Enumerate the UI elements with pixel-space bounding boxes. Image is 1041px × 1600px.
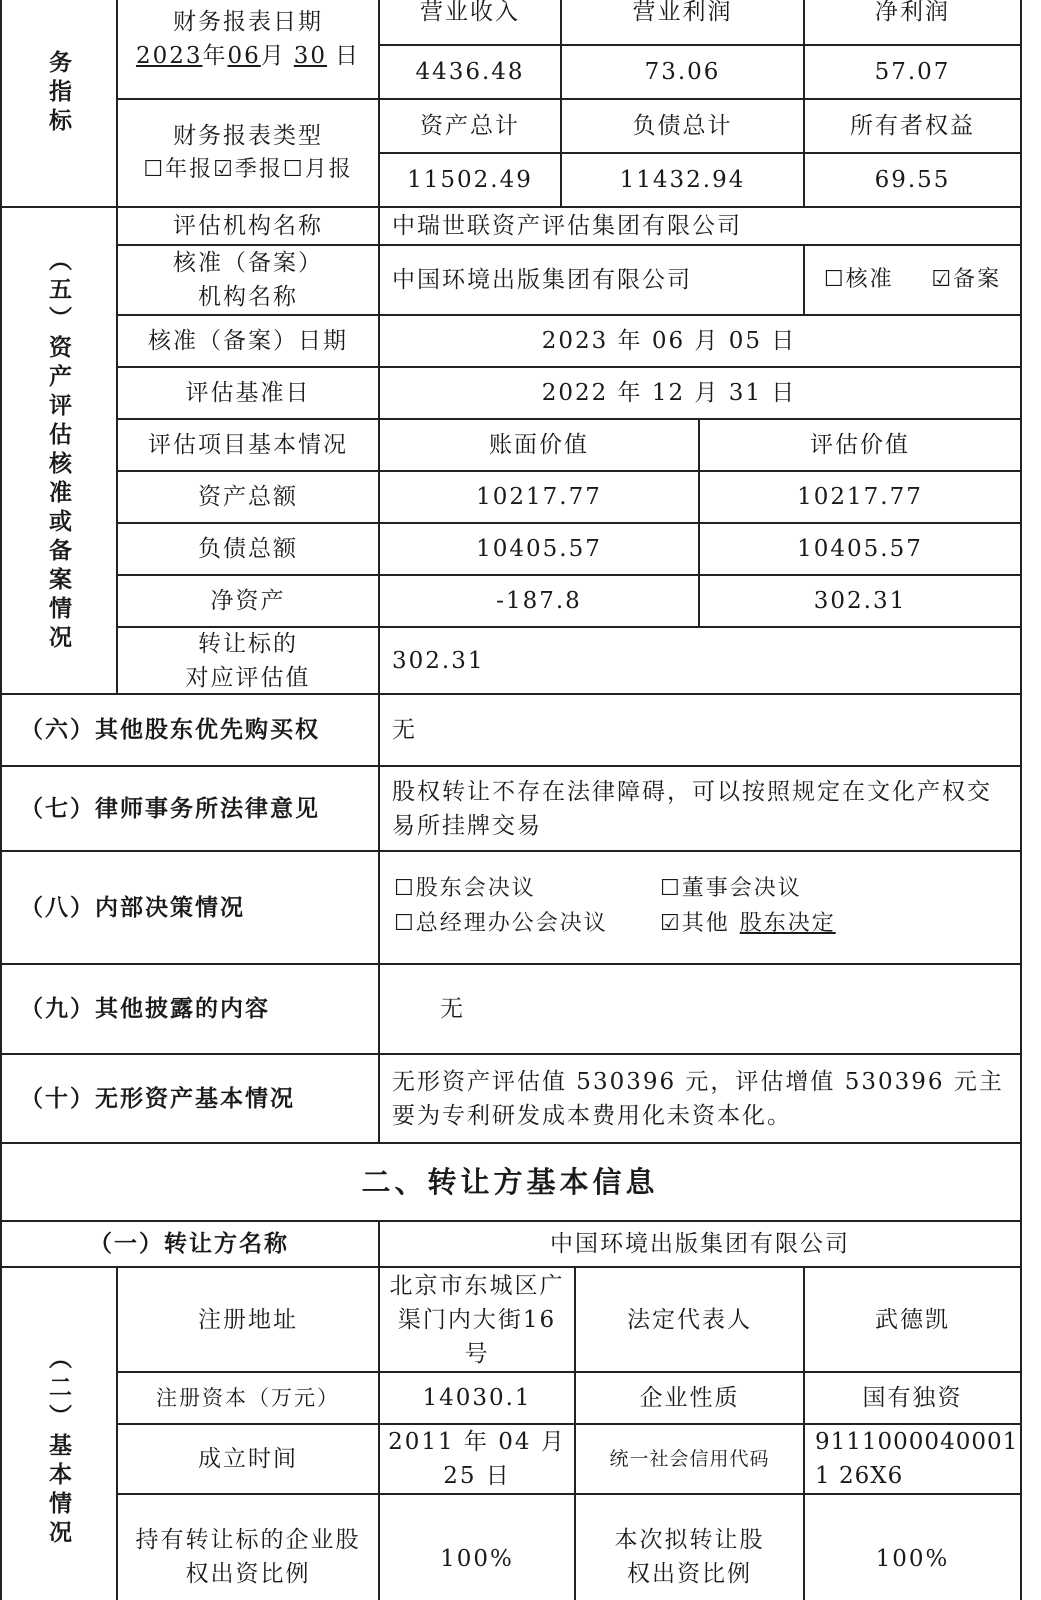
transfer-ratio-label: 本次拟转让股权出资比例 xyxy=(576,1495,805,1600)
approve-org-label-line2: 机构名称 xyxy=(198,284,298,310)
revenue-header: 营业收入 xyxy=(380,0,562,46)
approve-opt-approve: ☐核准 xyxy=(823,267,894,292)
eval-row-assessed: 10405.57 xyxy=(700,524,1022,576)
report-date-month: 06 xyxy=(227,43,261,69)
nature-value: 国有独资 xyxy=(805,1373,1022,1425)
target-value: 302.31 xyxy=(380,628,1022,695)
eval-row-book: 10217.77 xyxy=(380,472,700,524)
approve-org-value: 中国环境出版集团有限公司 xyxy=(380,246,805,316)
report-type-options: ☐年报☑季报☐月报 xyxy=(143,157,353,182)
capital-value: 14030.1 xyxy=(380,1373,576,1425)
s6-label: （六）其他股东优先购买权 xyxy=(0,695,380,767)
s6-value: 无 xyxy=(380,695,1022,767)
address-label: 注册地址 xyxy=(118,1268,380,1373)
s10-value: 无形资产评估值 530396 元，评估增值 530396 元主要为专利研发成本费用化未资本化。 xyxy=(380,1055,1022,1144)
target-value-label xyxy=(118,628,380,695)
eval-org-label: 评估机构名称 xyxy=(118,208,380,246)
net-profit-value: 57.07 xyxy=(805,46,1022,100)
report-type-cell xyxy=(118,100,380,208)
s8-opt-other-label: ☑其他 xyxy=(660,911,730,936)
target-value-label-line1: 转让标的 xyxy=(198,630,298,657)
legal-rep-label: 法定代表人 xyxy=(576,1268,805,1373)
founded-label: 成立时间 xyxy=(118,1425,380,1495)
approve-org-label xyxy=(118,246,380,316)
base-date-value: 2022 年 12 月 31 日 xyxy=(380,368,1022,420)
report-date-m: 月 xyxy=(260,43,286,69)
founded-value: 2011 年 04 月 25 日 xyxy=(380,1425,576,1495)
approve-type-cell xyxy=(805,246,1022,316)
s8-opt-other xyxy=(660,907,836,941)
report-date-day: 30 xyxy=(293,43,328,69)
report-date-y: 年 xyxy=(202,43,228,69)
s7-label: （七）律师事务所法律意见 xyxy=(0,767,380,852)
report-date-d: 日 xyxy=(335,43,361,69)
approve-org-label-line1: 核准（备案） xyxy=(173,250,323,276)
holding-ratio-label: 持有转让标的企业股权出资比例 xyxy=(118,1495,380,1600)
s8-opt-other-value: 股东决定 xyxy=(739,911,836,936)
s8-label: （八）内部决策情况 xyxy=(0,852,380,965)
approve-date-value: 2023 年 06 月 05 日 xyxy=(380,316,1022,368)
eval-row-book: 10405.57 xyxy=(380,524,700,576)
eval-row-book: -187.8 xyxy=(380,576,700,628)
report-type-label: 财务报表类型 xyxy=(173,123,323,149)
s10-label: （十）无形资产基本情况 xyxy=(0,1055,380,1144)
holding-ratio-value: 100% xyxy=(380,1495,576,1600)
s8-options xyxy=(380,852,1022,965)
base-date-label: 评估基准日 xyxy=(118,368,380,420)
capital-label: 注册资本（万元） xyxy=(118,1373,380,1425)
credit-code-label: 统一社会信用代码 xyxy=(576,1425,805,1495)
report-date-year: 2023 xyxy=(135,43,203,69)
approve-date-label: 核准（备案）日期 xyxy=(118,316,380,368)
address-value: 北京市东城区广渠门内大街16 号 xyxy=(380,1268,576,1373)
s9-label: （九）其他披露的内容 xyxy=(0,965,380,1055)
transfer-ratio-value: 100% xyxy=(805,1495,1022,1600)
eval-section-label: （五）资产评估核准或备案情况 xyxy=(0,208,118,695)
eval-row-label: 资产总额 xyxy=(118,472,380,524)
equity-value: 69.55 xyxy=(805,154,1022,208)
eval-row-label: 净资产 xyxy=(118,576,380,628)
s7-value: 股权转让不存在法律障碍，可以按照规定在文化产权交易所挂牌交易 xyxy=(380,767,1022,852)
eval-org-value: 中瑞世联资产评估集团有限公司 xyxy=(380,208,1022,246)
s9-value: 无 xyxy=(380,965,1022,1055)
transferor-name-value: 中国环境出版集团有限公司 xyxy=(380,1222,1022,1268)
approve-opt-record: ☑备案 xyxy=(931,267,1002,292)
eval-row-label: 负债总额 xyxy=(118,524,380,576)
assets-header: 资产总计 xyxy=(380,100,562,154)
report-date-value xyxy=(136,39,360,73)
transferor-name-label: （一）转让方名称 xyxy=(0,1222,380,1268)
book-value-header: 账面价值 xyxy=(380,420,700,472)
report-date-cell xyxy=(118,0,380,100)
assessed-value-header: 评估价值 xyxy=(700,420,1022,472)
eval-row-assessed: 302.31 xyxy=(700,576,1022,628)
op-profit-value: 73.06 xyxy=(562,46,805,100)
s8-opt-gm-office: ☐总经理办公会决议 xyxy=(394,911,608,936)
liabilities-value: 11432.94 xyxy=(562,154,805,208)
op-profit-header: 营业利润 xyxy=(562,0,805,46)
revenue-value: 4436.48 xyxy=(380,46,562,100)
eval-row-assessed: 10217.77 xyxy=(700,472,1022,524)
nature-label: 企业性质 xyxy=(576,1373,805,1425)
s8-opt-board: ☐董事会决议 xyxy=(660,876,802,901)
net-profit-header: 净利润 xyxy=(805,0,1022,46)
target-value-label-line2: 对应评估值 xyxy=(185,664,311,691)
report-date-label: 财务报表日期 xyxy=(173,9,323,35)
legal-rep-value: 武德凯 xyxy=(805,1268,1022,1373)
s8-opt-shareholders: ☐股东会决议 xyxy=(394,876,536,901)
basic-info-label: （二）基本情况 xyxy=(0,1268,118,1600)
equity-header: 所有者权益 xyxy=(805,100,1022,154)
eval-project-label: 评估项目基本情况 xyxy=(118,420,380,472)
credit-code-value: 91110000400011 26X6 xyxy=(805,1425,1022,1495)
fin-section-label: 务指标 xyxy=(0,0,118,208)
assets-value: 11502.49 xyxy=(380,154,562,208)
part2-title: 二、转让方基本信息 xyxy=(0,1144,1022,1222)
liabilities-header: 负债总计 xyxy=(562,100,805,154)
